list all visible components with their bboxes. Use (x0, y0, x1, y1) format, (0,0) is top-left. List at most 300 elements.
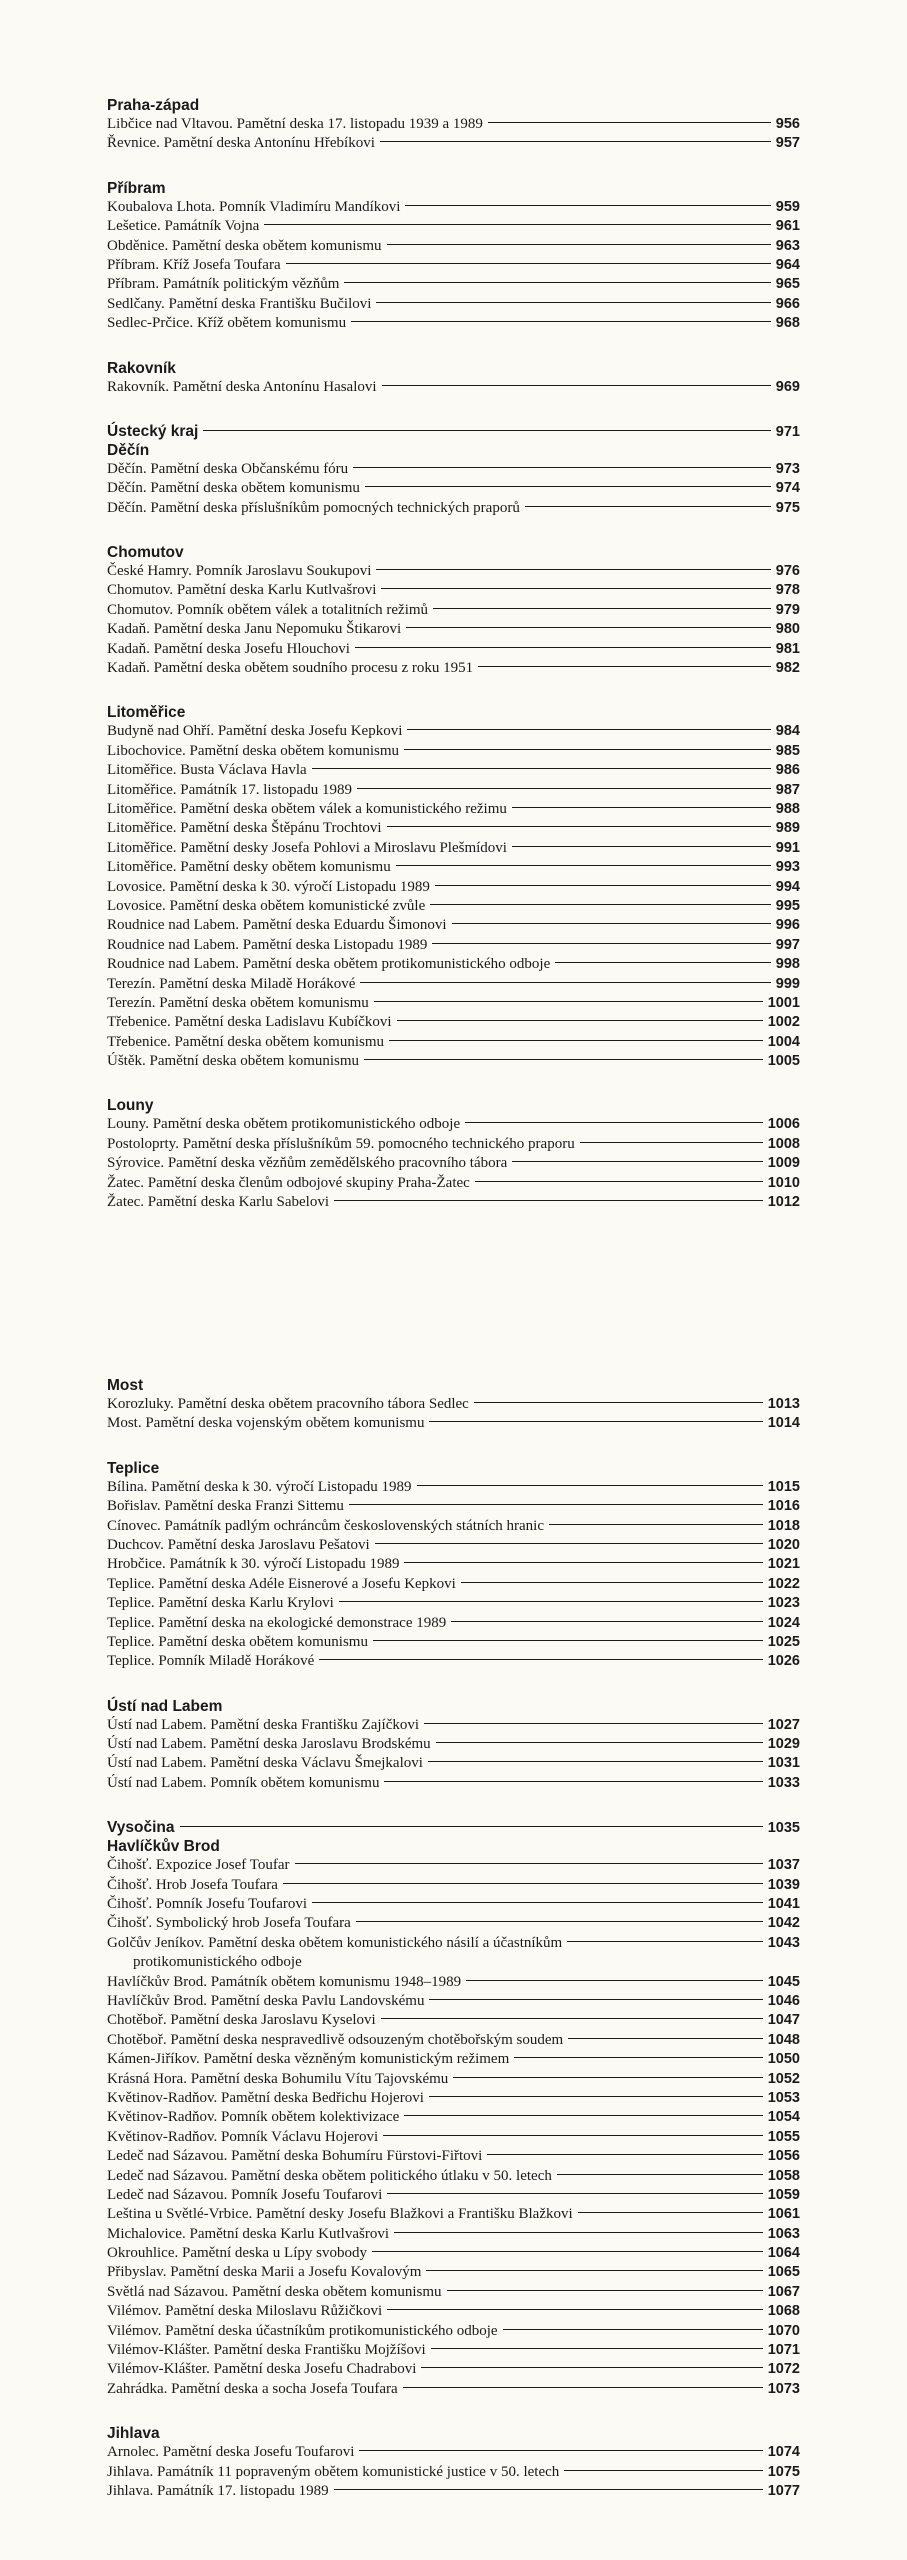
entry-title: Duchcov. Pamětní deska Jaroslavu Pešatovi (107, 1536, 370, 1553)
page-number: 987 (775, 781, 800, 798)
page-number: 1015 (767, 1478, 800, 1495)
page-number: 1048 (767, 2031, 800, 2048)
page-number: 1045 (767, 1973, 800, 1990)
toc-entry (107, 1614, 800, 1633)
region-title: Ústecký kraj (107, 422, 199, 440)
leader-line (359, 2450, 762, 2451)
entry-title: Michalovice. Pamětní deska Karlu Kutlvašrovi (107, 2225, 390, 2242)
page-number: 974 (775, 480, 800, 497)
leader-line (407, 729, 770, 730)
leader-line (286, 263, 771, 264)
leader-line (488, 122, 771, 123)
leader-line (426, 2270, 762, 2271)
leader-line (578, 2212, 763, 2213)
toc-entry (107, 1992, 800, 2011)
entry-title: Ústí nad Labem. Pamětní deska Jaroslavu Brodskému (107, 1736, 431, 1753)
page-number: 989 (775, 820, 800, 837)
leader-line (466, 1980, 763, 1981)
toc-entry (107, 2070, 800, 2089)
entry-title: Litoměřice. Pamětní desky Josefa Pohlovi a Miroslavu Plešmídovi (107, 839, 507, 856)
leader-line (429, 1421, 762, 1422)
toc-entry (107, 1633, 800, 1652)
toc-entry (107, 2089, 800, 2108)
leader-line (474, 1402, 763, 1403)
district-heading: Ústí nad Labem (107, 1697, 223, 1715)
toc-entry (107, 479, 800, 498)
leader-line (424, 1723, 763, 1724)
leader-line (375, 1543, 763, 1544)
entry-title: Děčín. Pamětní deska obětem komunismu (107, 480, 360, 497)
leader-line (355, 647, 771, 648)
page-number: 976 (775, 563, 800, 580)
page-number: 991 (775, 839, 800, 856)
page-number: 1013 (767, 1396, 800, 1412)
page-number: 1022 (767, 1575, 800, 1592)
district-heading: Děčín (107, 441, 150, 459)
toc-entry (107, 134, 800, 153)
page-number: 959 (775, 198, 800, 215)
entry-title: Kadaň. Pamětní deska obětem soudního procesu z roku 1951 (107, 660, 474, 677)
leader-line (421, 2367, 762, 2368)
entry-title: Žatec. Pamětní deska Karlu Sabelovi (107, 1194, 330, 1211)
leader-line (349, 1504, 763, 1505)
toc-entry (107, 640, 800, 659)
page-number: 1063 (767, 2225, 800, 2242)
toc-entry (107, 722, 800, 741)
toc-entry (107, 858, 800, 877)
leader-line (373, 1640, 763, 1641)
toc-entry (107, 742, 800, 761)
toc-entry (107, 581, 800, 600)
page-number: 957 (775, 135, 800, 152)
entry-title: Lešetice. Památník Vojna (107, 218, 260, 235)
toc-entry (107, 1478, 800, 1497)
toc-entry (107, 1033, 800, 1052)
page-number: 1020 (767, 1536, 800, 1553)
toc-section (107, 96, 800, 154)
page-number: 1031 (767, 1755, 800, 1772)
toc-section (107, 1697, 800, 1794)
toc-entry (107, 1876, 800, 1895)
toc-entry (107, 916, 800, 935)
leader-line (334, 1200, 763, 1201)
leader-line (451, 1621, 762, 1622)
leader-line (417, 1485, 763, 1486)
page-number: 1009 (767, 1155, 800, 1172)
toc-entry (107, 839, 800, 858)
entry-title: Roudnice nad Labem. Pamětní deska Eduardu Šimonovi (107, 917, 447, 934)
toc-entry (107, 761, 800, 780)
entry-title: Třebenice. Pamětní deska obětem komunismu (107, 1033, 385, 1050)
toc-entry (107, 378, 800, 397)
toc-section (107, 1818, 800, 2399)
entry-title: Světlá nad Sázavou. Pamětní deska obětem komunismu (107, 2283, 442, 2300)
entry-title: Teplice. Pamětní deska Karlu Krylovi (107, 1595, 334, 1612)
leader-line (430, 904, 771, 905)
leader-line (403, 2387, 763, 2388)
leader-line (478, 666, 771, 667)
toc-section (107, 422, 800, 518)
toc-entry (107, 314, 800, 333)
page-number: 1008 (767, 1135, 800, 1152)
entry-title: Ledeč nad Sázavou. Pamětní deska obětem politického útlaku v 50. letech (107, 2167, 552, 2184)
toc-entry (107, 2147, 800, 2166)
entry-title: Okrouhlice. Pamětní deska u Lípy svobody (107, 2245, 367, 2262)
page-number: 1006 (767, 1116, 800, 1133)
toc-entry (107, 1856, 800, 1875)
toc-section (107, 1376, 800, 1434)
entry-title: Sedlčany. Pamětní deska Františku Bučilovi (107, 295, 372, 312)
page-number: 956 (775, 116, 800, 132)
entry-title: Ústí nad Labem. Pamětní deska Františku Zajíčkovi (107, 1716, 420, 1733)
toc-entry (107, 2283, 800, 2302)
leader-line (389, 1040, 763, 1041)
toc-entry (107, 936, 800, 955)
entry-title: Čihošť. Hrob Josefa Toufara (107, 1876, 278, 1893)
district-heading: Havlíčkův Brod (107, 1838, 220, 1856)
leader-line (283, 1883, 763, 1884)
leader-line (432, 943, 770, 944)
entry-title: Kadaň. Pamětní deska Janu Nepomuku Štikarovi (107, 621, 402, 638)
entry-title: Terezín. Pamětní deska Miladě Horákové (107, 975, 356, 992)
page-number: 1050 (767, 2051, 800, 2068)
leader-line (381, 2018, 763, 2019)
entry-title: Čihošť. Pomník Josefu Toufarovi (107, 1896, 308, 1913)
page-number: 1014 (767, 1415, 800, 1432)
leader-line (514, 2057, 762, 2058)
leader-line (429, 1999, 762, 2000)
entry-title: Havlíčkův Brod. Pamětní deska Pavlu Landovskému (107, 1993, 425, 2010)
entry-title: Vilémov. Pamětní deska účastníkům protikomunistického odboje (107, 2322, 498, 2339)
leader-line (549, 1524, 763, 1525)
entry-title: Vilémov-Klášter. Pamětní deska Františku Mojžíšovi (107, 2342, 426, 2359)
page-number: 1075 (767, 2463, 800, 2480)
leader-line (405, 205, 770, 206)
entry-title: Ústí nad Labem. Pamětní deska Václavu Šmejkalovi (107, 1755, 423, 1772)
page-number: 1002 (767, 1014, 800, 1031)
toc-entry (107, 2443, 800, 2462)
page-number: 969 (775, 378, 800, 395)
entry-title: Litoměřice. Památník 17. listopadu 1989 (107, 781, 352, 798)
leader-line (387, 2193, 762, 2194)
leader-line (312, 1902, 763, 1903)
entry-title: Litoměřice. Pamětní deska Štěpánu Trochtovi (107, 820, 382, 837)
page-number: 968 (775, 315, 800, 332)
leader-line (404, 749, 771, 750)
leader-line (487, 2154, 762, 2155)
entry-title: Děčín. Pamětní deska Občanskému fóru (107, 460, 349, 477)
entry-title: Louny. Pamětní deska obětem protikomunistického odboje (107, 1116, 461, 1133)
leader-line (344, 282, 770, 283)
entry-title: Litoměřice. Pamětní desky obětem komunismu (107, 859, 391, 876)
toc-entry (107, 2011, 800, 2030)
entry-title: Koubalova Lhota. Pomník Vladimíru Mandíkovi (107, 198, 401, 215)
page-number: 993 (775, 859, 800, 876)
toc-entry (107, 1517, 800, 1536)
toc-entry (107, 2167, 800, 2186)
page-number: 963 (775, 237, 800, 254)
leader-line (429, 2096, 763, 2097)
entry-title: Roudnice nad Labem. Pamětní deska Listopadu 1989 (107, 936, 428, 953)
toc-entry (107, 800, 800, 819)
page-number: 982 (775, 660, 800, 677)
page-number: 1046 (767, 1993, 800, 2010)
district-heading: Rakovník (107, 359, 176, 377)
toc-entry (107, 1575, 800, 1594)
page-number: 988 (775, 800, 800, 817)
region-heading (107, 422, 800, 441)
page-number: 1026 (767, 1653, 800, 1670)
page-number: 997 (775, 936, 800, 953)
leader-line (436, 1742, 763, 1743)
toc-entry (107, 975, 800, 994)
district-heading: Praha-západ (107, 97, 200, 114)
toc-entry (107, 2244, 800, 2263)
leader-line (387, 2309, 763, 2310)
page-number: 1027 (767, 1716, 800, 1733)
entry-title: Most. Pamětní deska vojenským obětem komunismu (107, 1415, 425, 1432)
page-number: 1073 (767, 2380, 800, 2397)
page-number: 1058 (767, 2167, 800, 2184)
page-number: 1039 (767, 1876, 800, 1893)
entry-title: Čihošť. Expozice Josef Toufar (107, 1857, 290, 1874)
toc-entry (107, 1774, 800, 1793)
leader-line (428, 1761, 763, 1762)
leader-line (406, 627, 771, 628)
toc-entry (107, 2128, 800, 2147)
entry-title: Chomutov. Pomník obětem válek a totalitních režimů (107, 601, 429, 618)
leader-line (319, 1659, 763, 1660)
district-heading: Příbram (107, 179, 166, 197)
entry-title: Čihošť. Symbolický hrob Josefa Toufara (107, 1915, 351, 1932)
page-number: 1023 (767, 1595, 800, 1612)
toc-entry (107, 601, 800, 620)
leader-line (435, 885, 771, 886)
leader-line (312, 768, 771, 769)
entry-title: Příbram. Památník politickým vězňům (107, 276, 340, 293)
leader-line (557, 2174, 763, 2175)
toc-entry (107, 2205, 800, 2224)
entry-title: Vilémov-Klášter. Pamětní deska Josefu Chadrabovi (107, 2361, 417, 2378)
entry-title: Příbram. Kříž Josefa Toufara (107, 256, 281, 273)
entry-title: Cínovec. Památník padlým ochráncům československých státních hranic (107, 1517, 544, 1534)
region-page: 1035 (767, 1820, 800, 1837)
toc-entry (107, 2050, 800, 2069)
page-number: 1029 (767, 1736, 800, 1753)
leader-line (376, 302, 770, 303)
toc-entry (107, 2031, 800, 2050)
toc-entry (107, 781, 800, 800)
page-number: 1071 (767, 2342, 800, 2359)
page-number: 996 (775, 917, 800, 934)
entry-title: Vilémov. Pamětní deska Miloslavu Růžičkovi (107, 2303, 383, 2320)
entry-title: Postoloprty. Pamětní deska příslušníkům 59. pomocného technického praporu (107, 1135, 575, 1152)
toc-entry (107, 2302, 800, 2321)
entry-title: Rakovník. Pamětní deska Antonínu Hasalovi (107, 378, 377, 395)
leader-line (339, 1601, 763, 1602)
district-heading: Teplice (107, 1459, 160, 1477)
toc-entry (107, 1973, 800, 1992)
entry-title: Teplice. Pamětní deska Adéle Eisnerové a Josefu Kepkovi (107, 1575, 456, 1592)
page-number: 995 (775, 897, 800, 914)
leader-line (380, 141, 771, 142)
leader-line (382, 385, 771, 386)
entry-title: Žatec. Pamětní deska členům odbojové skupiny Praha-Žatec (107, 1174, 470, 1191)
entry-title: Děčín. Pamětní deska příslušníkům pomocných technických praporů (107, 499, 520, 516)
district-heading: Louny (107, 1097, 154, 1115)
toc-entry (107, 1594, 800, 1613)
entry-title-continued: protikomunistického odboje (133, 1954, 302, 1971)
page-number: 1047 (767, 2012, 800, 2029)
page-number: 961 (775, 218, 800, 235)
leader-line (567, 1941, 763, 1942)
toc-entry (107, 1555, 800, 1574)
page-number: 978 (775, 582, 800, 599)
page-number: 994 (775, 878, 800, 895)
leader-line (397, 1020, 763, 1021)
region-heading (107, 1818, 800, 1837)
page-number: 1012 (767, 1194, 800, 1211)
leader-line (353, 467, 771, 468)
leader-line (452, 923, 771, 924)
toc-entry (107, 2108, 800, 2127)
toc-block-upper (107, 96, 800, 1237)
toc-entry (107, 2225, 800, 2244)
district-heading: Most (107, 1377, 144, 1394)
toc-entry (107, 1414, 800, 1433)
leader-line (453, 2077, 762, 2078)
toc-entry (107, 1052, 800, 1071)
page-number: 1067 (767, 2283, 800, 2300)
toc-entry (107, 659, 800, 678)
entry-title: Obděnice. Pamětní deska obětem komunismu (107, 237, 382, 254)
leader-line (372, 2251, 763, 2252)
entry-title: Litoměřice. Busta Václava Havla (107, 762, 307, 779)
page-number: 999 (775, 975, 800, 992)
toc-section (107, 359, 800, 397)
page-number: 998 (775, 956, 800, 973)
page-number: 1054 (767, 2109, 800, 2126)
leader-line (503, 2329, 763, 2330)
toc-entry (107, 2360, 800, 2379)
toc-entry (107, 1895, 800, 1914)
entry-title: Libochovice. Pamětní deska obětem komunismu (107, 742, 400, 759)
toc-entry (107, 562, 800, 581)
toc-entry (107, 1193, 800, 1212)
entry-title: Květinov-Radňov. Pomník obětem kolektivizace (107, 2109, 400, 2126)
page-number: 1052 (767, 2070, 800, 2087)
entry-title: Jihlava. Památník 17. listopadu 1989 (107, 2483, 329, 2499)
toc-entry (107, 878, 800, 897)
district-heading: Litoměřice (107, 704, 186, 722)
leader-line (357, 788, 771, 789)
toc-entry (107, 237, 800, 256)
entry-title: Korozluky. Pamětní deska obětem pracovního tábora Sedlec (107, 1396, 469, 1412)
page-number: 980 (775, 621, 800, 638)
page-number: 1064 (767, 2245, 800, 2262)
toc-entry (107, 1497, 800, 1516)
page-number: 1025 (767, 1633, 800, 1650)
entry-title: Úštěk. Pamětní deska obětem komunismu (107, 1053, 360, 1070)
page-number: 964 (775, 256, 800, 273)
page-number: 965 (775, 276, 800, 293)
toc-entry (107, 819, 800, 838)
entry-title: Krásná Hora. Pamětní deska Bohumilu Vítu Tajovskému (107, 2070, 449, 2087)
entry-title: Havlíčkův Brod. Památník obětem komunismu 1948–1989 (107, 1973, 462, 1990)
entry-title: Květinov-Radňov. Pamětní deska Bedřichu Hojerovi (107, 2089, 424, 2106)
toc-entry (107, 1013, 800, 1032)
page-number: 1041 (767, 1896, 800, 1913)
page-number: 1010 (767, 1174, 800, 1191)
toc-entry (107, 897, 800, 916)
page-number: 975 (775, 499, 800, 516)
leader-line (180, 1826, 763, 1827)
page-number: 979 (775, 601, 800, 618)
entry-title: Jihlava. Památník 11 popraveným obětem komunistické justice v 50. letech (107, 2463, 560, 2480)
entry-title: Chotěboř. Pamětní deska Jaroslavu Kyselovi (107, 2012, 376, 2029)
entry-title: Ledeč nad Sázavou. Pomník Josefu Toufarovi (107, 2186, 383, 2203)
leader-line (465, 1122, 763, 1123)
toc-entry (107, 994, 800, 1013)
leader-line (356, 1921, 763, 1922)
entry-title: Třebenice. Pamětní deska Ladislavu Kubíčkovi (107, 1014, 392, 1031)
entry-title: Lovosice. Pamětní deska k 30. výročí Listopadu 1989 (107, 878, 430, 895)
district-heading: Chomutov (107, 544, 184, 562)
page-number: 1074 (767, 2444, 800, 2461)
toc-entry (107, 1735, 800, 1754)
leader-line (525, 506, 771, 507)
toc-block-lower (107, 1376, 800, 2526)
toc-entry (107, 2380, 800, 2399)
toc-entry (107, 1754, 800, 1773)
leader-line (461, 1582, 763, 1583)
region-page: 971 (775, 423, 800, 440)
page-number: 1053 (767, 2089, 800, 2106)
page-number: 1016 (767, 1498, 800, 1515)
leader-line (365, 486, 771, 487)
entry-title: Sedlec-Prčice. Kříž obětem komunismu (107, 315, 347, 332)
toc-entry (107, 2341, 800, 2360)
entry-title: Kadaň. Pamětní deska Josefu Hlouchovi (107, 640, 350, 657)
leader-line (404, 1562, 762, 1563)
page-number: 973 (775, 460, 800, 477)
toc-entry (107, 1652, 800, 1671)
entry-title: Řevnice. Pamětní deska Antonínu Hřebíkovi (107, 135, 375, 152)
toc-section (107, 1459, 800, 1672)
entry-title: Ledeč nad Sázavou. Pamětní deska Bohumíru Fürstovi-Fiřtovi (107, 2148, 483, 2165)
district-heading: Jihlava (107, 2425, 160, 2443)
leader-line (568, 2038, 763, 2039)
page-number: 1005 (767, 1053, 800, 1070)
page-number: 1061 (767, 2206, 800, 2223)
toc-entry (107, 955, 800, 974)
leader-line (580, 1142, 763, 1143)
entry-title: České Hamry. Pomník Jaroslavu Soukupovi (107, 563, 372, 580)
toc-entry (107, 1914, 800, 1933)
entry-title: Arnolec. Pamětní deska Josefu Toufarovi (107, 2444, 355, 2461)
toc-entry (107, 2482, 800, 2501)
toc-entry (107, 499, 800, 518)
toc-entry (107, 1716, 800, 1735)
leader-line (383, 2135, 763, 2136)
page-number: 1072 (767, 2361, 800, 2378)
entry-title: Bílina. Pamětní deska k 30. výročí Listopadu 1989 (107, 1478, 412, 1495)
toc-entry (107, 1154, 800, 1173)
entry-title: Budyně nad Ohří. Pamětní deska Josefu Kepkovi (107, 723, 403, 740)
page-number: 1042 (767, 1915, 800, 1932)
toc-entry (107, 115, 800, 134)
toc-entry (107, 256, 800, 275)
